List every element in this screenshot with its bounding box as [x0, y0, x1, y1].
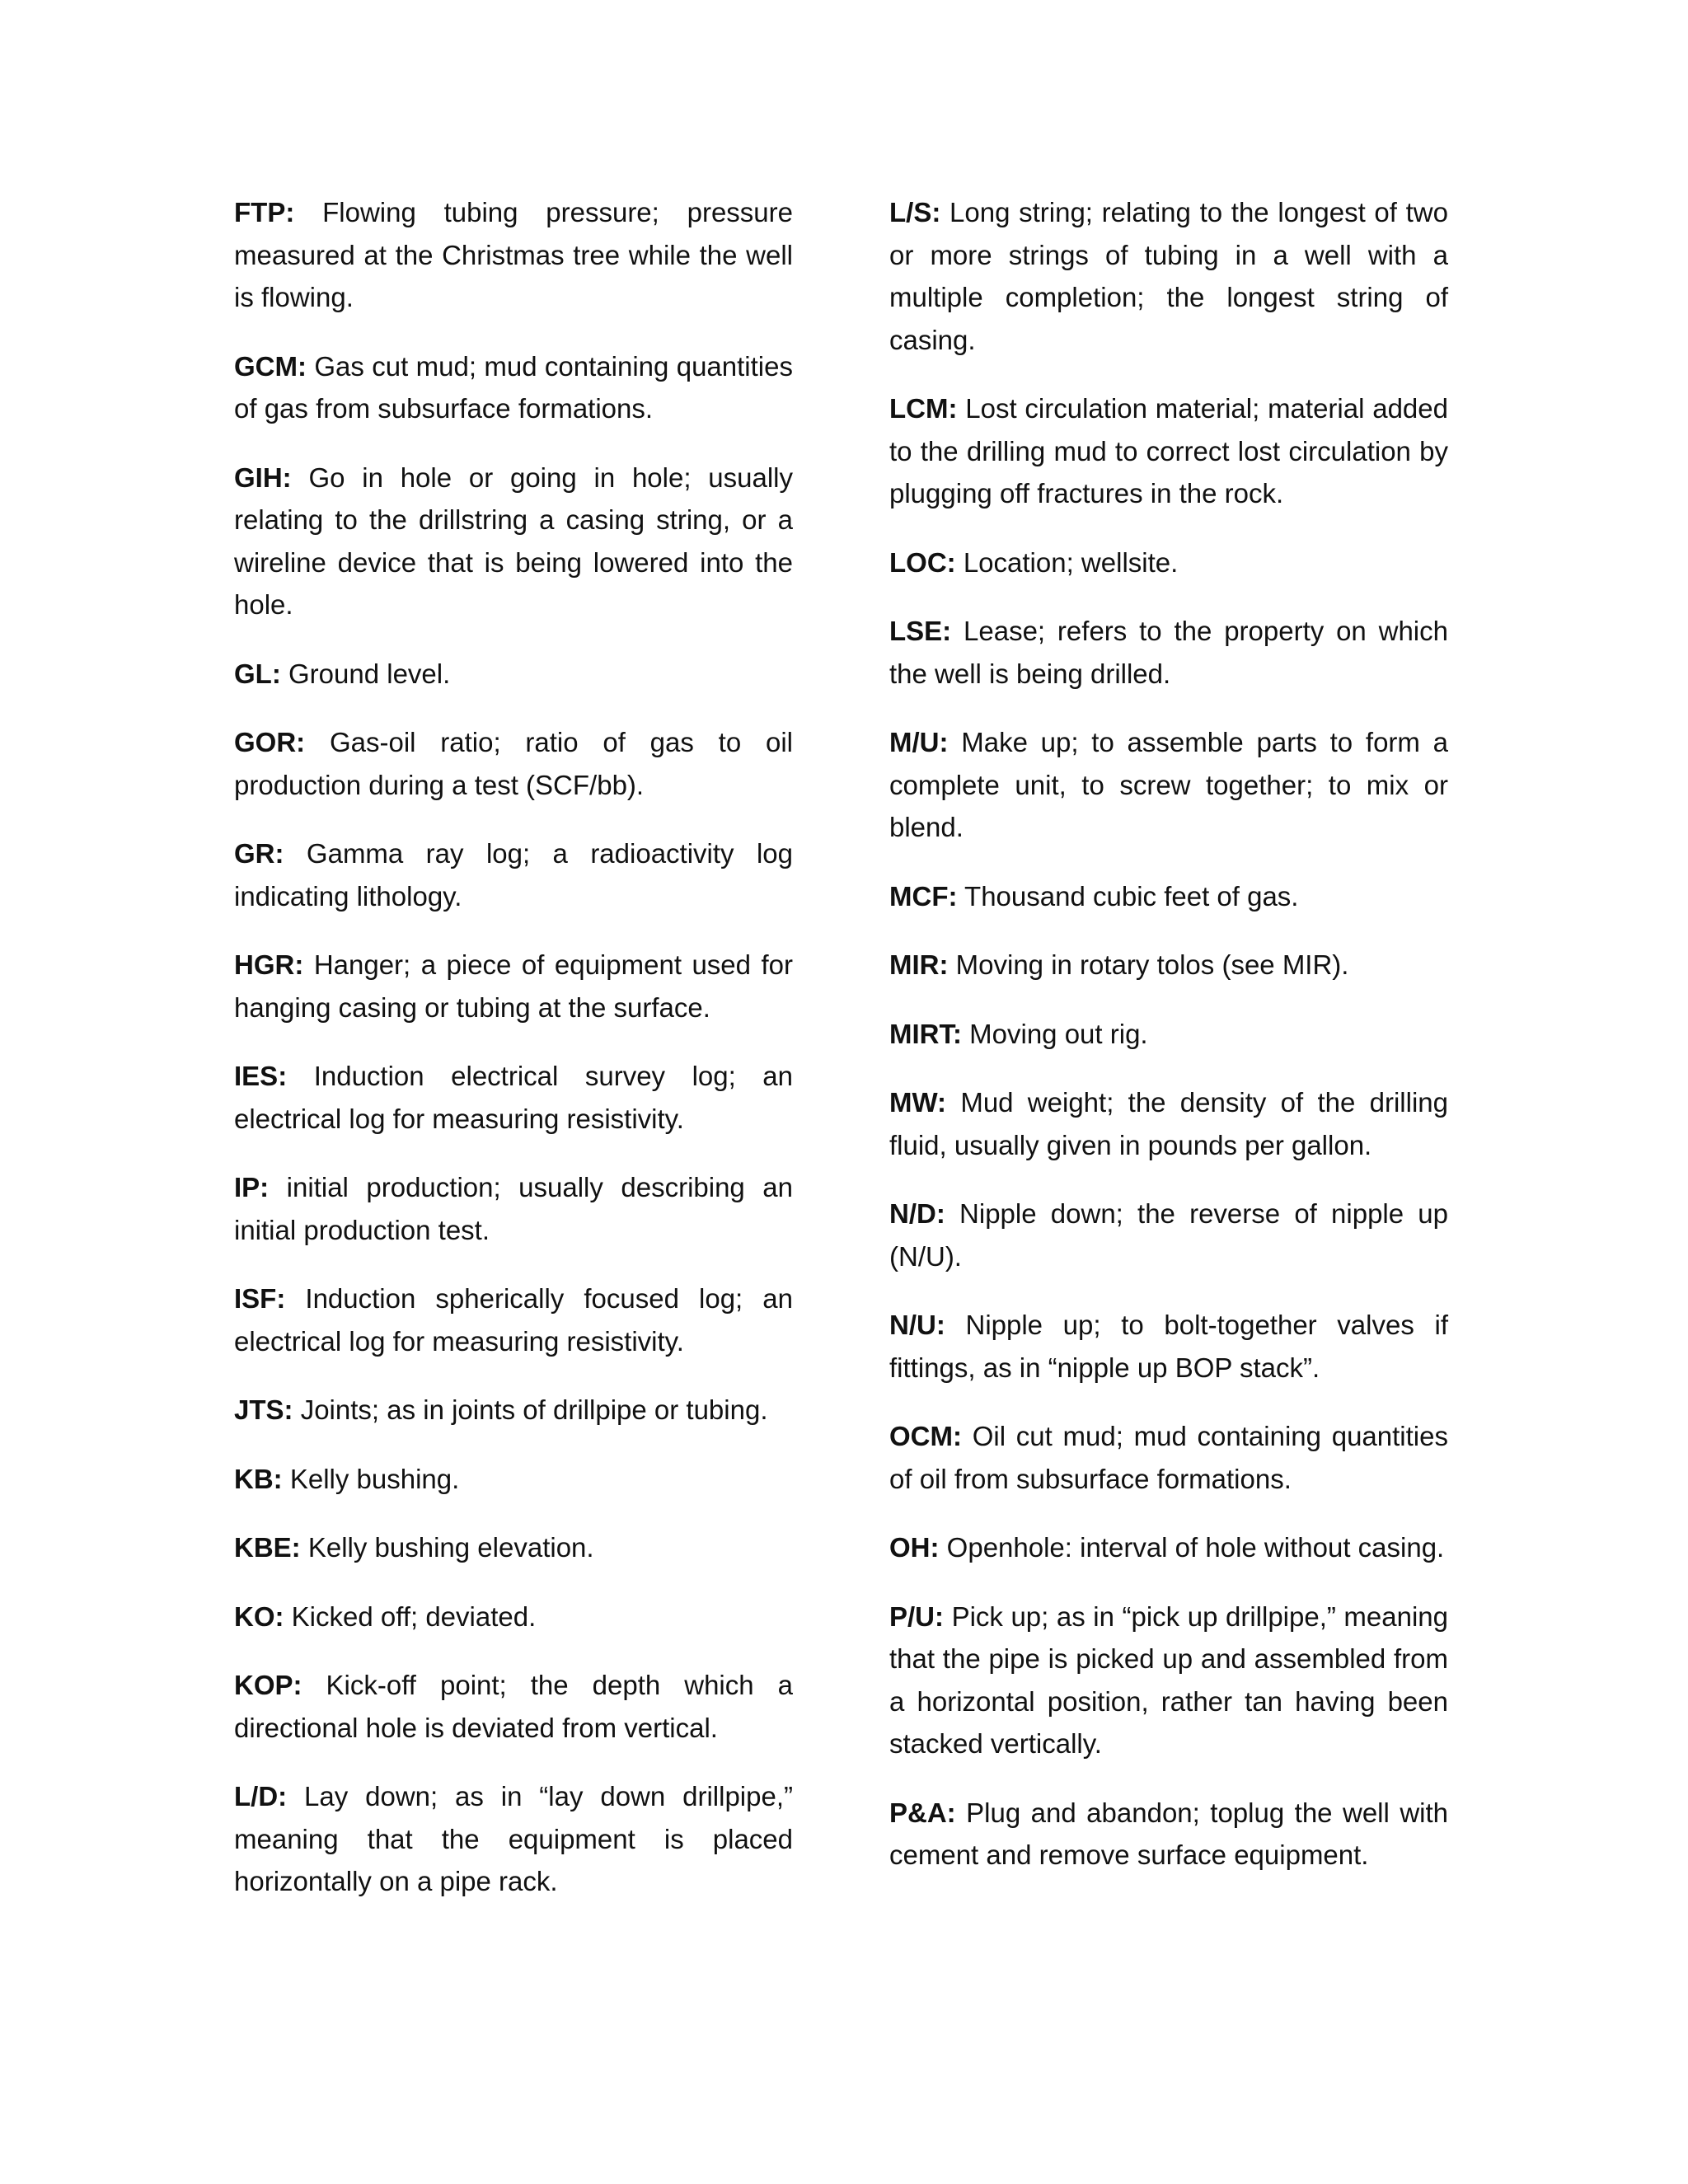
glossary-definition: Nipple up; to bolt-together valves if fittings, as in “nipple up BOP stack”.: [889, 1310, 1448, 1383]
glossary-term: KOP:: [234, 1670, 302, 1700]
glossary-entry-nu: [889, 1304, 1448, 1389]
glossary-entry-jts: [234, 1389, 793, 1432]
glossary-entry-hgr: [234, 944, 793, 1029]
glossary-entry-mu: [889, 721, 1448, 849]
glossary-definition: Gas cut mud; mud containing quantities of gas from subsurface formations.: [234, 350, 793, 424]
glossary-term: GIH:: [234, 462, 292, 493]
glossary-definition: Hanger; a piece of equipment used for hanging casing or tubing at the surface.: [234, 949, 794, 1023]
glossary-term: N/U:: [889, 1310, 945, 1340]
glossary-entry-isf: [234, 1277, 793, 1362]
glossary-entry-ftp: [234, 191, 793, 319]
glossary-entry-lcm: [889, 387, 1448, 515]
glossary-term: IP:: [234, 1172, 270, 1202]
glossary-entry-oh: [889, 1526, 1448, 1569]
glossary-term: GCM:: [234, 350, 307, 382]
glossary-definition: Induction spherically focused log; an electrical log for measuring resistivity.: [234, 1283, 794, 1357]
glossary-definition: Thousand cubic feet of gas.: [964, 880, 1299, 912]
glossary-entry-gcm: [234, 345, 793, 430]
glossary-term: KBE:: [234, 1532, 301, 1563]
glossary-definition: Kick-off point; the depth which a directional hole is deviated from vertical.: [234, 1670, 793, 1743]
glossary-term: GL:: [234, 658, 281, 689]
glossary-term: MW:: [889, 1087, 947, 1118]
glossary-definition: Kelly bushing elevation.: [307, 1532, 594, 1563]
glossary-entry-nd: [889, 1193, 1448, 1277]
glossary-term: LSE:: [889, 616, 952, 646]
glossary-term: IES:: [234, 1061, 288, 1091]
glossary-column-right: [889, 191, 1448, 1903]
glossary-term: P/U:: [889, 1601, 944, 1632]
glossary-term: ISF:: [234, 1283, 286, 1314]
glossary-definition: Gas-oil ratio; ratio of gas to oil production during a test (SCF/bb).: [234, 727, 793, 800]
glossary-definition: Kelly bushing.: [289, 1463, 460, 1494]
glossary-definition: Gamma ray log; a radioactivity log indicating lithology.: [234, 838, 793, 912]
glossary-definition: Ground level.: [288, 658, 451, 689]
glossary-entry-gor: [234, 721, 793, 806]
glossary-definition: Make up; to assemble parts to form a complete unit, to screw together; to mix or blend.: [889, 727, 1448, 842]
glossary-term: L/D:: [234, 1781, 288, 1811]
glossary-column-left: [234, 191, 793, 1929]
glossary-entry-gr: [234, 832, 793, 917]
glossary-entry-ocm: [889, 1415, 1448, 1500]
glossary-definition: Oil cut mud; mud containing quantities of oil from subsurface formations.: [889, 1421, 1448, 1494]
glossary-entry-ies: [234, 1055, 793, 1140]
glossary-definition: Flowing tubing pressure; pressure measured at the Christmas tree while the well is flowing.: [234, 197, 793, 312]
glossary-definition: Moving in rotary tolos (see MIR).: [955, 949, 1349, 980]
glossary-term: HGR:: [234, 949, 304, 980]
glossary-term: L/S:: [889, 197, 941, 227]
glossary-entry-mirt: [889, 1013, 1448, 1056]
glossary-term: GR:: [234, 838, 284, 869]
glossary-term: N/D:: [889, 1198, 945, 1229]
glossary-entry-kop: [234, 1664, 793, 1749]
glossary-term: MIRT:: [889, 1018, 962, 1049]
glossary-definition: Long string; relating to the longest of two or more strings of tubing in a well with a multiple completion; the longest string of casing.: [889, 197, 1448, 355]
glossary-definition: Plug and abandon; toplug the well with cement and remove surface equipment.: [889, 1797, 1448, 1870]
glossary-term: KO:: [234, 1601, 284, 1632]
glossary-entry-kb: [234, 1458, 793, 1501]
glossary-definition: Nipple down; the reverse of nipple up (N/U).: [889, 1198, 1449, 1272]
glossary-definition: Lay down; as in “lay down drillpipe,” meaning that the equipment is placed horizontally on a pipe rack.: [234, 1781, 793, 1896]
glossary-definition: Lease; refers to the property on which the well is being drilled.: [889, 616, 1448, 689]
glossary-entry-loc: [889, 541, 1448, 584]
glossary-entry-ld: [234, 1775, 793, 1903]
glossary-entry-gih: [234, 457, 793, 626]
glossary-term: P&A:: [889, 1797, 956, 1828]
glossary-term: KB:: [234, 1463, 283, 1494]
glossary-definition: initial production; usually describing an initial production test.: [234, 1172, 793, 1245]
glossary-entry-gl: [234, 653, 793, 696]
glossary-entry-ko: [234, 1596, 793, 1638]
glossary-term: MCF:: [889, 880, 958, 912]
glossary-entry-ls: [889, 191, 1448, 361]
glossary-definition: Lost circulation material; material added to the drilling mud to correct lost circulation by plugging off fractures in the rock.: [889, 393, 1448, 509]
glossary-definition: Joints; as in joints of drillpipe or tubing.: [300, 1394, 768, 1425]
glossary-term: OH:: [889, 1532, 940, 1563]
glossary-definition: Location; wellsite.: [963, 546, 1179, 578]
glossary-term: GOR:: [234, 727, 306, 757]
glossary-entry-mcf: [889, 875, 1448, 918]
glossary-definition: Induction electrical survey log; an electrical log for measuring resistivity.: [234, 1061, 793, 1134]
glossary-entry-pu: [889, 1596, 1448, 1765]
glossary-definition: Kicked off; deviated.: [291, 1601, 537, 1632]
glossary-term: MIR:: [889, 949, 949, 980]
glossary-entry-lse: [889, 610, 1448, 695]
glossary-definition: Mud weight; the density of the drilling fluid, usually given in pounds per gallon.: [889, 1087, 1448, 1160]
glossary-entry-mw: [889, 1081, 1448, 1166]
glossary-term: LCM:: [889, 393, 958, 424]
glossary-term: FTP:: [234, 197, 295, 227]
glossary-definition: Moving out rig.: [969, 1018, 1148, 1049]
glossary-definition: Openhole: interval of hole without casing.: [946, 1532, 1445, 1563]
glossary-entry-kbe: [234, 1526, 793, 1569]
glossary-definition: Go in hole or going in hole; usually relating to the drillstring a casing string, or a wireline device that is being lowered into the hole.: [234, 462, 794, 620]
glossary-entry-mir: [889, 944, 1448, 987]
glossary-entry-ip: [234, 1166, 793, 1251]
glossary-term: JTS:: [234, 1394, 293, 1425]
glossary-term: LOC:: [889, 546, 956, 578]
glossary-term: M/U:: [889, 727, 949, 757]
glossary-definition: Pick up; as in “pick up drillpipe,” meaning that the pipe is picked up and assembled from a horizontal position, rather tan having been stacked vertically.: [889, 1601, 1448, 1759]
glossary-term: OCM:: [889, 1421, 962, 1451]
glossary-entry-pa: [889, 1792, 1448, 1877]
